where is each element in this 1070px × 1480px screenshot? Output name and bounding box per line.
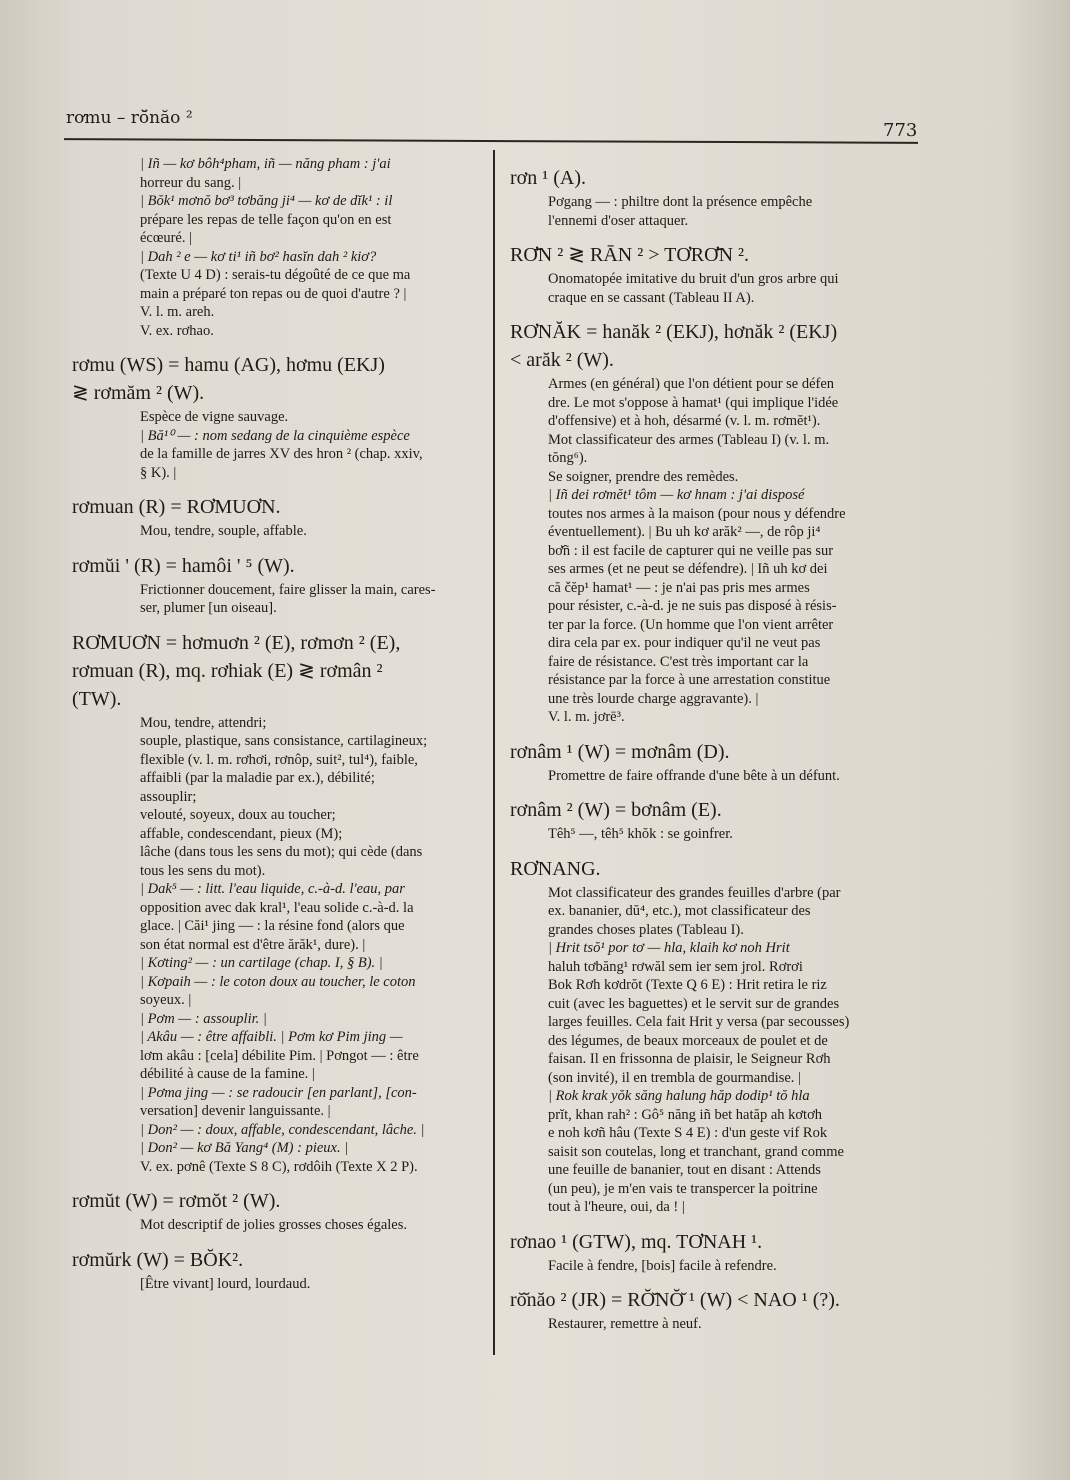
entry-headword: rơnao ¹ (GTW), mq. TƠNAH ¹. <box>510 1230 763 1253</box>
definition-line: horreur du sang. | <box>140 174 242 191</box>
left-entries <box>72 352 476 1293</box>
entry-headword-block <box>510 1287 918 1313</box>
header-rule <box>64 138 918 143</box>
entry-headword-block <box>72 553 476 579</box>
definition-line: | Bŏk¹ mơnŏ bơ³ tơbăng ji⁴ — kơ de dĭk¹ : il <box>140 193 393 209</box>
entry-headword: ≷ rơmăm ² (W). <box>72 382 205 404</box>
entry-headword-block <box>510 856 918 882</box>
definition-line: Bok Rơh kơdrŏt (Texte Q 6 E) : Hrit retira le riz <box>548 977 827 993</box>
definition-line: assouplir; <box>140 788 197 805</box>
definition-line: haluh tơbăng¹ rơwăl sem ier sem jrol. Rơrơi <box>548 958 803 975</box>
definition-line: opposition avec dak kral¹, l'eau solide c.-à-d. la <box>140 899 414 916</box>
definition-line: tous les sens du mot). <box>140 862 266 879</box>
definition-line: V. l. m. jơrē³. <box>548 709 625 725</box>
definition-line: débilité à cause de la famine. | <box>140 1066 315 1082</box>
entry-headword-block <box>72 630 476 712</box>
definition-line: e noh kơñ hâu (Texte S 4 E) : d'un geste vif Rok <box>548 1125 828 1141</box>
dictionary-entry <box>510 856 918 1217</box>
dictionary-entry <box>510 319 918 727</box>
definition-line: affable, condescendant, pieux (M); <box>140 825 343 842</box>
definition-line: tŏng⁶). <box>548 450 588 466</box>
definition-line: V. ex. rơhao. <box>140 322 214 339</box>
definition-line: Onomatopée imitative du bruit d'un gros arbre qui <box>548 271 839 287</box>
entry-body <box>548 270 918 307</box>
definition-line: Restaurer, remettre à neuf. <box>548 1316 702 1332</box>
dictionary-entry <box>510 1287 918 1334</box>
definition-line: | Kơpaih — : le coton doux au toucher, le coton <box>140 973 416 990</box>
definition-line: grandes choses plates (Tableau I). <box>548 921 744 938</box>
definition-line: Frictionner doucement, faire glisser la main, cares- <box>140 581 436 598</box>
entry-headword-block <box>72 1247 476 1273</box>
definition-line: faisan. Il en frissonna de plaisir, le Seigneur Rơh <box>548 1051 831 1067</box>
definition-line: | Dah ² e — kơ ti¹ iñ bơ² hasĭn dah ² kiơ? <box>140 248 377 265</box>
dictionary-entry <box>72 1188 476 1235</box>
definition-line: că čĕp¹ hamat¹ — : je n'ai pas pris mes armes <box>548 579 810 596</box>
definition-line: Têh⁵ —, têh⁵ khŏk : se goinfrer. <box>548 826 733 842</box>
definition-line: pour résister, c.-à-d. je ne suis pas disposé à résis- <box>548 598 837 614</box>
definition-line: | Iñ — kơ bôh⁴pham, iñ — năng pham : j'ai <box>140 156 391 172</box>
entry-headword-block <box>510 242 918 268</box>
dictionary-entry <box>510 242 918 307</box>
definition-line: dre. Le mot s'oppose à hamat¹ (qui implique l'idée <box>548 394 839 411</box>
entry-headword-block <box>510 165 918 191</box>
definition-line: dira cela par ex. pour indiquer qu'il ne veut pas <box>548 635 821 651</box>
definition-line: | Iñ dei rơmĕt¹ tôm — kơ hnam : j'ai disposé <box>548 487 805 503</box>
definition-line: | Dak⁵ — : litt. l'eau liquide, c.-à-d. l'eau, par <box>140 881 405 897</box>
definition-line: | Kơting² — : un cartilage (chap. I, § B). | <box>140 955 383 971</box>
continued-entry-body <box>140 155 476 340</box>
definition-line: une feuille de bananier, tout en disant : Attends <box>548 1162 821 1178</box>
definition-line: Mot classificateur des grandes feuilles d'arbre (par <box>548 884 841 901</box>
definition-line: toutes nos armes à la maison (pour nous y défendre <box>548 505 846 522</box>
entry-body <box>548 767 918 786</box>
definition-line: de la famille de jarres XV des hron ² (chap. xxiv, <box>140 446 423 462</box>
definition-line: l'ennemi d'oser attaquer. <box>548 212 689 229</box>
entry-headword-block <box>510 739 918 765</box>
entry-body <box>140 408 476 482</box>
definition-line: d'offensive) et à hoh, désarmé (v. l. m. rơmĕt¹). <box>548 413 821 429</box>
definition-line: versation] devenir languissante. | <box>140 1103 331 1119</box>
definition-line: Promettre de faire offrande d'une bête à un défunt. <box>548 767 840 784</box>
entry-headword-block <box>510 319 918 373</box>
entry-headword: (TW). <box>72 687 122 710</box>
entry-headword: RƠNANG. <box>510 857 601 880</box>
definition-line: Armes (en général) que l'on détient pour se défen <box>548 376 835 392</box>
entry-headword: RƠ̄N ² ≷ RĀN ² > TƠRƠ̄N ². <box>510 244 750 266</box>
entry-headword-block <box>72 494 476 520</box>
definition-line: | Pơm — : assouplir. | <box>140 1010 267 1027</box>
definition-line: éventuellement). | Bu uh kơ arăk² —, de rôp ji⁴ <box>548 524 821 540</box>
entry-body <box>548 825 918 844</box>
definition-line: glace. | Căi¹ jing — : la résine fond (alors que <box>140 918 405 934</box>
definition-line: § K). | <box>140 464 177 481</box>
definition-line: Mou, tendre, souple, affable. <box>140 523 307 539</box>
definition-line: prĭt, khan rah² : Gô⁵ năng iñ bet hatăp ah kơtơh <box>548 1106 822 1123</box>
definition-line: (un peu), je m'en vais te transpercer la poitrine <box>548 1180 818 1197</box>
dictionary-entry <box>72 1247 476 1294</box>
running-title: rơmu – rŏ̆năo ² <box>66 108 193 128</box>
dictionary-entry <box>510 165 918 230</box>
entry-headword: RƠMUƠN = hơmuơn ² (E), rơmơn ² (E), <box>72 631 401 654</box>
definition-line: [Être vivant] lourd, lourdaud. <box>140 1275 311 1292</box>
entry-headword: rơmŭt (W) = rơmŏt ² (W). <box>72 1190 281 1212</box>
entry-headword: rơmu (WS) = hamu (AG), hơmu (EKJ) <box>72 354 385 376</box>
entry-body <box>548 375 918 727</box>
column-divider <box>493 150 495 1355</box>
dictionary-entry <box>510 1229 918 1276</box>
entry-headword: RƠNĂK = hanăk ² (EKJ), hơnăk ² (EKJ) <box>510 321 838 343</box>
definition-line: une très lourde charge aggravante). | <box>548 690 759 707</box>
entry-headword: rŏ̆năo ² (JR) = RŎ̆NŎ̆ ¹ (W) < NAO ¹ (?). <box>510 1289 840 1311</box>
entry-body <box>140 714 476 1177</box>
definition-line: | Akâu — : être affaibli. | Pơm kơ Pim jing — <box>140 1029 403 1045</box>
definition-line: bơ̆ñ : il est facile de capturer qui ne veille pas sur <box>548 542 834 559</box>
definition-line: V. ex. pơnê (Texte S 8 C), rơdôih (Texte X 2 P). <box>140 1158 418 1175</box>
definition-line: prépare les repas de telle façon qu'on en est <box>140 211 392 228</box>
entry-headword: rơmuan (R) = RƠMUƠN. <box>72 496 281 518</box>
page-number: 773 <box>883 120 918 141</box>
definition-line: ser, plumer [un oiseau]. <box>140 600 277 616</box>
entry-body <box>140 581 476 618</box>
definition-line: Pơgang — : philtre dont la présence empêche <box>548 194 813 210</box>
dictionary-entry <box>72 630 476 1177</box>
definition-line: son état normal est d'être ărăk¹, dure). | <box>140 936 366 953</box>
definition-line: (Texte U 4 D) : serais-tu dégoûté de ce que ma <box>140 267 411 283</box>
entry-headword: rơnâm ¹ (W) = mơnâm (D). <box>510 740 730 763</box>
definition-line: ses armes (et ne peut se défendre). | Iñ uh kơ dei <box>548 561 828 577</box>
definition-line: Mot classificateur des armes (Tableau I) (v. l. m. <box>548 431 830 448</box>
dictionary-entry <box>510 739 918 786</box>
definition-line: résistance par la force à une arrestation constitue <box>548 672 831 688</box>
dictionary-entry <box>72 494 476 541</box>
definition-line: soyeux. | <box>140 992 192 1008</box>
definition-line: | Don² — kơ Bă Yang⁴ (M) : pieux. | <box>140 1140 349 1156</box>
entry-headword: rơmŭrk (W) = BŎK². <box>72 1248 244 1271</box>
entry-body <box>140 1275 476 1294</box>
definition-line: des légumes, de beaux morceaux de poulet et de <box>548 1032 828 1049</box>
definition-line: | Rok krak yŏk săng halung hăp dodip¹ tŏ hla <box>548 1088 810 1104</box>
entry-body <box>548 1315 918 1334</box>
definition-line: cuit (avec les baguettes) et le servit sur de grandes <box>548 995 840 1012</box>
dictionary-entry <box>510 797 918 844</box>
right-entries <box>510 165 918 1334</box>
entry-body <box>548 1257 918 1276</box>
entry-headword: < arăk ² (W). <box>510 349 614 371</box>
definition-line: faire de résistance. C'est très important car la <box>548 653 809 670</box>
dictionary-entry <box>72 553 476 618</box>
continued-entry <box>102 155 476 340</box>
entry-headword-block <box>510 797 918 823</box>
definition-line: | Pơma jing — : se radoucir [en parlant], [con- <box>140 1084 417 1101</box>
definition-line: | Don² — : doux, affable, condescendant, lâche. | <box>140 1121 425 1138</box>
definition-line: saisit son coutelas, long et tranchant, grand comme <box>548 1143 844 1160</box>
definition-line: larges feuilles. Cela fait Hrit y versa (par secousses) <box>548 1014 850 1030</box>
definition-line: tout à l'heure, oui, da ! | <box>548 1199 685 1215</box>
entry-body <box>548 884 918 1217</box>
entry-body <box>548 193 918 230</box>
definition-line: (son invité), il en trembla de gourmandise. | <box>548 1069 801 1086</box>
definition-line: main a préparé ton repas ou de quoi d'autre ? | <box>140 285 407 302</box>
definition-line: Facile à fendre, [bois] facile à refendre. <box>548 1257 777 1274</box>
dictionary-entry <box>72 352 476 482</box>
definition-line: lơm akâu : [cela] débilite Pim. | Pơngot — : être <box>140 1047 419 1064</box>
definition-line: ter par la force. (Un homme que l'on vient arrêter <box>548 616 834 633</box>
entry-headword: rơmŭi ' (R) = hamôi ' ⁵ (W). <box>72 554 295 577</box>
definition-line: | Bă¹⁰ — : nom sedang de la cinquième espèce <box>140 427 410 444</box>
entry-headword: rơnâm ² (W) = bơnâm (E). <box>510 799 722 821</box>
definition-line: Espèce de vigne sauvage. <box>140 409 289 425</box>
entry-headword-block <box>72 352 476 406</box>
entry-headword-block <box>510 1229 918 1255</box>
entry-headword-block <box>72 1188 476 1214</box>
definition-line: Mou, tendre, attendri; <box>140 714 267 731</box>
entry-body <box>140 522 476 541</box>
definition-line: Se soigner, prendre des remèdes. <box>548 468 739 485</box>
definition-line: lâche (dans tous les sens du mot); qui cède (dans <box>140 844 423 860</box>
definition-line: | Hrit tsŏ¹ por tơ — hla, klaih kơ noh Hrit <box>548 940 790 956</box>
definition-line: V. l. m. areh. <box>140 304 215 320</box>
entry-body <box>140 1216 476 1235</box>
definition-line: flexible (v. l. m. rơhơi, rơnôp, suit², tul⁴), faible, <box>140 751 418 768</box>
definition-line: velouté, soyeux, doux au toucher; <box>140 807 336 823</box>
definition-line: Mot descriptif de jolies grosses choses égales. <box>140 1217 407 1233</box>
definition-line: ex. bananier, dŭ⁴, etc.), mot classificateur des <box>548 903 811 919</box>
definition-line: écœuré. | <box>140 230 193 246</box>
left-column <box>72 155 476 1305</box>
entry-headword: rơn ¹ (A). <box>510 167 586 189</box>
definition-line: craque en se cassant (Tableau II A). <box>548 289 755 306</box>
entry-headword: rơmuan (R), mq. rơhiak (E) ≷ rơmân ² <box>72 659 383 682</box>
definition-line: affaibli (par la maladie par ex.), débilité; <box>140 770 375 786</box>
right-column <box>510 165 918 1346</box>
definition-line: souple, plastique, sans consistance, cartilagineux; <box>140 733 428 749</box>
